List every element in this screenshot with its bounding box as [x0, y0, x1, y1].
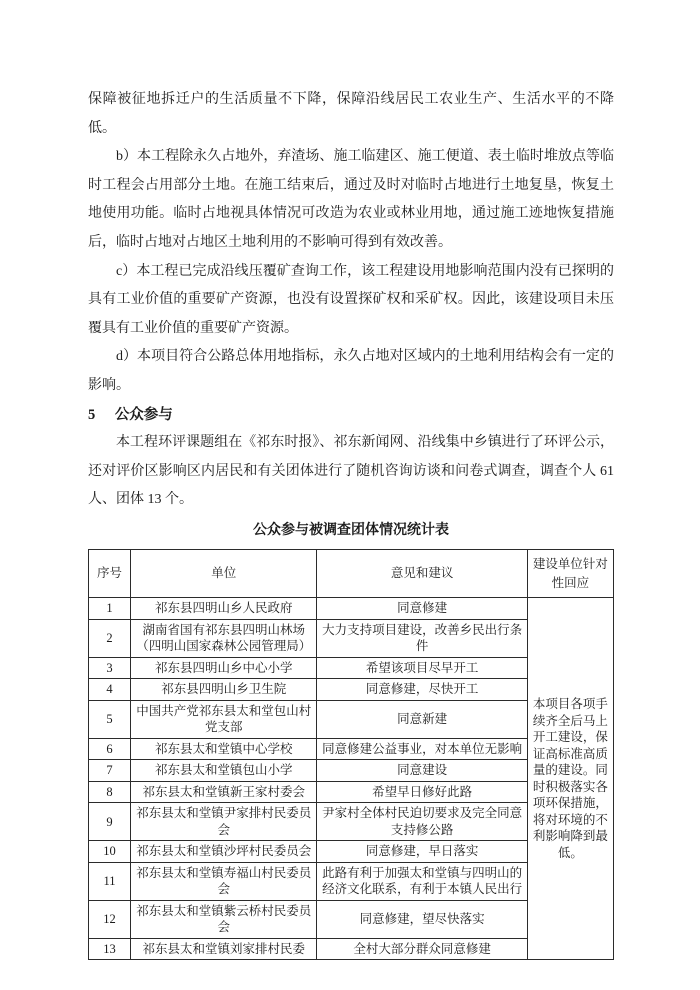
header-unit: 单位	[131, 549, 317, 598]
section-number: 5	[88, 406, 96, 423]
table-header-row	[89, 549, 614, 598]
unit-cell: 祁东县太和堂镇新王家村委会	[131, 781, 317, 803]
table-body	[89, 598, 614, 960]
unit-cell: 祁东县太和堂镇沙坪村民委员会	[131, 841, 317, 863]
unit-cell: 湖南省国有祁东县四明山林场（四明山国家森林公园管理局）	[131, 619, 317, 657]
row-number-cell: 13	[89, 938, 131, 960]
row-number-cell: 9	[89, 803, 131, 841]
response-cell: 本项目各项手续齐全后马上开工建设，保证高标准高质量的建设。同时积极落实各项环保措施，将对环境的不利影响降到最低。	[527, 598, 613, 960]
opinion-cell: 同意新建	[317, 700, 527, 738]
opinion-cell: 希望该项目尽早开工	[317, 657, 527, 679]
row-number-cell: 11	[89, 862, 131, 900]
public-participation-table	[88, 549, 614, 961]
row-number-cell: 5	[89, 700, 131, 738]
row-number-cell: 6	[89, 738, 131, 760]
paragraph-continuation: 保障被征地拆迁户的生活质量不下降，保障沿线居民工农业生产、生活水平的不降低。	[88, 92, 614, 136]
header-response: 建设单位针对性回应	[527, 549, 613, 598]
opinion-cell: 同意建设	[317, 760, 527, 782]
section-heading	[88, 401, 614, 430]
paragraph-d: d）本项目符合公路总体用地指标，永久占地对区域内的土地利用结构会有一定的影响。	[88, 349, 614, 393]
paragraph-c: c）本工程已完成沿线压覆矿查询工作，该工程建设用地影响范围内没有已探明的具有工业价值的重要矿产资源，也没有设置探矿权和采矿权。因此，该建设项目未压覆具有工业价值的重要矿产资源。	[88, 263, 614, 336]
unit-cell: 祁东县太和堂镇刘家排村民委	[131, 938, 317, 960]
section-intro-paragraph: 本工程环评课题组在《祁东时报》、祁东新闻网、沿线集中乡镇进行了环评公示，还对评价区影响区内居民和有关团体进行了随机咨询访谈和问卷式调查，调查个人 61 人、团体 13 个。	[88, 435, 614, 508]
row-number-cell: 3	[89, 657, 131, 679]
row-number-cell: 12	[89, 900, 131, 938]
unit-cell: 中国共产党祁东县太和堂包山村党支部	[131, 700, 317, 738]
row-number-cell: 1	[89, 598, 131, 620]
opinion-cell: 同意修建，尽快开工	[317, 679, 527, 701]
opinion-cell: 此路有利于加强太和堂镇与四明山的经济文化联系，有利于本镇人民出行	[317, 862, 527, 900]
opinion-cell: 大力支持项目建设，改善乡民出行条件	[317, 619, 527, 657]
opinion-cell: 同意修建	[317, 598, 527, 620]
row-number-cell: 8	[89, 781, 131, 803]
row-number-cell: 7	[89, 760, 131, 782]
opinion-cell: 同意修建，早日落实	[317, 841, 527, 863]
row-number-cell: 2	[89, 619, 131, 657]
opinion-cell: 同意修建公益事业，对本单位无影响	[317, 738, 527, 760]
unit-cell: 祁东县太和堂镇紫云桥村民委员会	[131, 900, 317, 938]
row-number-cell: 10	[89, 841, 131, 863]
header-opinion: 意见和建议	[317, 549, 527, 598]
unit-cell: 祁东县四明山乡中心小学	[131, 657, 317, 679]
row-number-cell: 4	[89, 679, 131, 701]
table-title: 公众参与被调查团体情况统计表	[253, 522, 449, 538]
header-serial-number: 序号	[89, 549, 131, 598]
opinion-cell: 尹家村全体村民迫切要求及完全同意支持修公路	[317, 803, 527, 841]
opinion-cell: 希望早日修好此路	[317, 781, 527, 803]
unit-cell: 祁东县太和堂镇包山小学	[131, 760, 317, 782]
section-title: 公众参与	[114, 406, 173, 423]
unit-cell: 祁东县太和堂镇中心学校	[131, 738, 317, 760]
opinion-cell: 同意修建，望尽快落实	[317, 900, 527, 938]
unit-cell: 祁东县太和堂镇尹家排村民委员会	[131, 803, 317, 841]
unit-cell: 祁东县四明山乡人民政府	[131, 598, 317, 620]
paragraph-b: b）本工程除永久占地外，弃渣场、施工临建区、施工便道、表土临时堆放点等临时工程会占用部分土地。在施工结束后，通过及时对临时占地进行土地复垦，恢复土地使用功能。临时占地视具体情况可改造为农业或林业用地，通过施工迹地恢复措施后，临时占地对占地区土地利用的不影响可得到有效改善。	[88, 149, 614, 250]
unit-cell: 祁东县四明山乡卫生院	[131, 679, 317, 701]
table-row	[89, 598, 614, 620]
unit-cell: 祁东县太和堂镇寿福山村民委员会	[131, 862, 317, 900]
opinion-cell: 全村大部分群众同意修建	[317, 938, 527, 960]
